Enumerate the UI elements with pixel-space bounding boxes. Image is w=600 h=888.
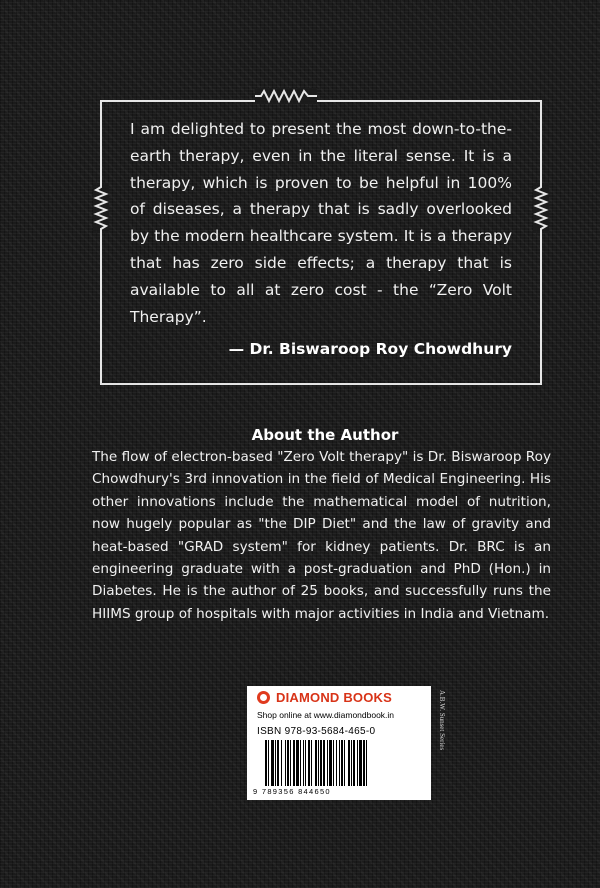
zigzag-right-ornament <box>533 183 549 233</box>
shop-online-line: Shop online at www.diamondbook.in <box>257 710 395 720</box>
zigzag-left-ornament <box>93 183 109 233</box>
quote-author: — Dr. Biswaroop Roy Chowdhury <box>228 340 512 358</box>
quote-text: I am delighted to present the most down-to-the-earth therapy, even in the literal sense. It is a therapy, which is proven to be helpful in 100% of diseases, a therapy that is sadly overlooked by the modern healthcare system. It is a therapy that has zero side effects; a therapy that is available to all at zero cost - the “Zero Volt Therapy”. <box>130 120 512 326</box>
isbn-number: ISBN 978-93-5684-465-0 <box>257 726 376 737</box>
barcode-bar <box>367 740 369 786</box>
zigzag-top-ornament <box>255 88 317 104</box>
publisher-brand <box>257 690 392 705</box>
barcode-graphic <box>265 740 417 786</box>
about-author-heading: About the Author <box>251 426 399 444</box>
about-author-body: The flow of electron-based "Zero Volt therapy" is Dr. Biswaroop Roy Chowdhury's 3rd innovation in the field of Medical Engineering. His other innovations include the mathematical model of nutrition, now hugely popular as "the DIP Diet" and the law of gravity and heat-based "GRAD system" for kidney patients. Dr. BRC is an engineering graduate with a post-graduation and PhD (Hon.) in Diabetes. He is the author of 25 books, and successfully runs the HIIMS group of hospitals with major activities in India and Vietnam. <box>92 449 551 622</box>
barcode-digits: 9 789356 844650 <box>253 787 331 796</box>
isbn-barcode-panel <box>247 686 431 800</box>
diamond-books-logo-icon <box>257 691 270 704</box>
publisher-name: DIAMOND BOOKS <box>276 690 392 705</box>
series-name: A.B.W. Sunset Series <box>438 690 446 751</box>
